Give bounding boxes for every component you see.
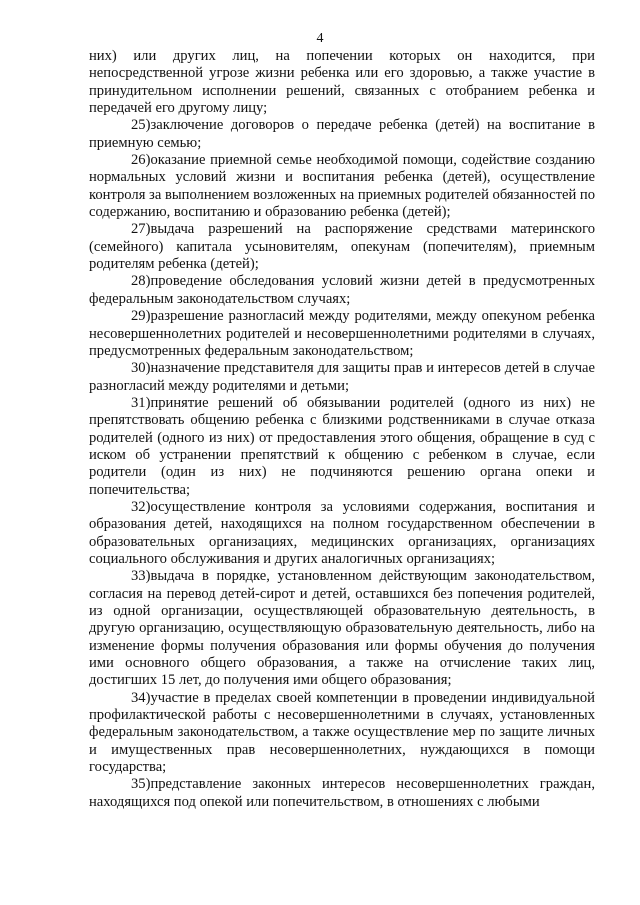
paragraph-item-32: 32)осуществление контроля за условиями содержания, воспитания и образования детей, находящихся на полном государственном обеспечении в образовательных организациях, медицинских организациях, организациях социального обслуживания и других аналогичных организациях; (89, 498, 595, 567)
paragraph-item-29: 29)разрешение разногласий между родителями, между опекуном ребенка несовершеннолетних родителей и несовершеннолетними родителями в случаях, предусмотренных федеральным законодательством; (89, 308, 595, 359)
paragraph-item-26: 26)оказание приемной семье необходимой помощи, содействие созданию нормальных условий жизни и воспитания ребенка (детей), осуществление контроля за выполнением возложенных на приемных родителей обязанностей по содержанию, воспитанию и образованию ребенка (детей); (89, 152, 596, 221)
paragraph-item-30: 30)назначение представителя для защиты прав и интересов детей в случае разногласий между родителями и детьми; (89, 360, 595, 394)
paragraph-item-28: 28)проведение обследования условий жизни детей в предусмотренных федеральным законодательством случаях; (89, 273, 595, 307)
paragraph-item-33: 33)выдача в порядке, установленном действующим законодательством, согласия на перевод детей-сирот и детей, оставшихся без попечения родителей, из одной организации, осуществляющей образовательную деятельность, в другую организацию, осуществляющую образовательную деятельность, либо на изменение формы получения образования или формы обучения до получения ими основного общего образования, а также на отчисление таких лиц, достигших 15 лет, до получения ими общего образования; (89, 568, 595, 689)
paragraph-item-25: 25)заключение договоров о передаче ребенка (детей) на воспитание в приемную семью; (89, 117, 595, 151)
paragraph-continuation: них) или других лиц, на попечении которых он находится, при непосредственной угрозе жизни ребенка или его здоровью, а также участие в принудительном исполнении решений, связанных с отобранием ребенка и передачей его другому лицу; (89, 48, 595, 117)
paragraph-item-35: 35)представление законных интересов несовершеннолетних граждан, находящихся под опекой или попечительством, в отношениях с любыми (89, 776, 595, 810)
page-number: 4 (316, 31, 324, 46)
document-body (89, 48, 595, 811)
paragraph-item-34: 34)участие в пределах своей компетенции в проведении индивидуальной профилактической работы с несовершеннолетними в случаях, установленных федеральным законодательством, а также осуществление мер по защите личных и имущественных прав несовершеннолетних, нуждающихся в помощи государства; (89, 689, 595, 776)
paragraph-item-31: 31)принятие решений об обязывании родителей (одного из них) не препятствовать общению ребенка с близкими родственниками в случае отказа родителей (одного из них) от предоставления этого общения, обращение в суд с иском об устранении препятствий к общению с ребенком в случае, если родители (один из них) не подчиняются решению органа опеки и попечительства; (89, 394, 595, 498)
paragraph-item-27: 27)выдача разрешений на распоряжение средствами материнского (семейного) капитала усыновителям, опекунам (попечителям), приемным родителям ребенка (детей); (89, 221, 595, 273)
